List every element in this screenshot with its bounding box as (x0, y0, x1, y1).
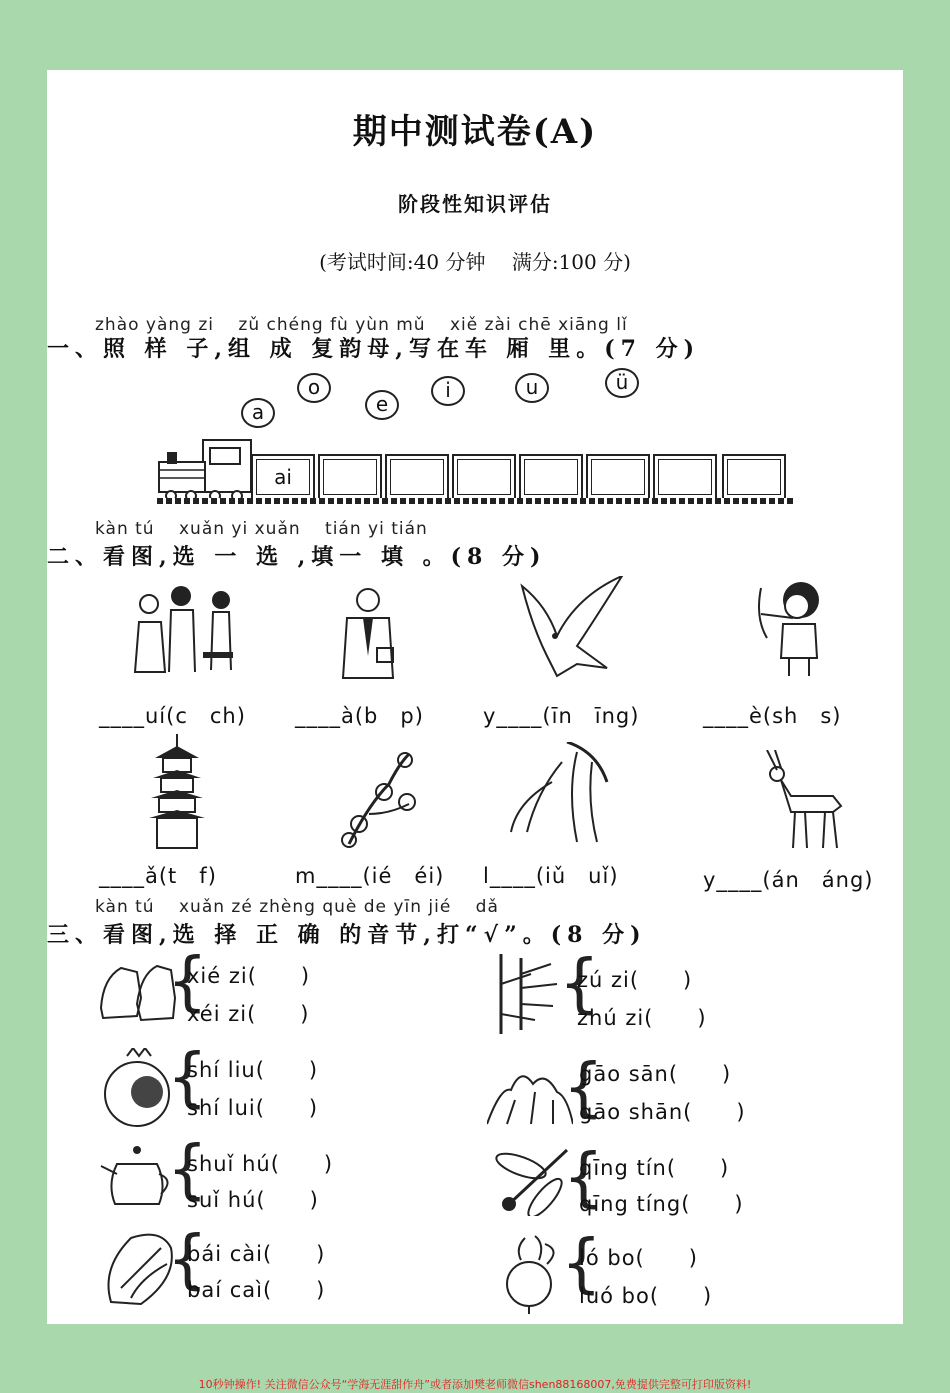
q3-heading: 三、看图,选 择 正 确 的音节,打“√”。(8 分) (47, 922, 647, 948)
plum-blossom-icon (329, 744, 429, 854)
q3-option[interactable]: shuǐ hú( ) (187, 1152, 334, 1176)
train-car-blank (452, 454, 516, 500)
train-car-example-label: ai (256, 459, 310, 495)
vowel-o: o (297, 373, 331, 403)
train-car-blank (519, 454, 583, 500)
vowel-i: i (431, 376, 465, 406)
train-car-example (251, 454, 315, 500)
q3-option[interactable]: shí liu( ) (187, 1058, 319, 1082)
train-car-blank (653, 454, 717, 500)
q2-blank-5[interactable]: ____ǎ(t f) (99, 864, 217, 888)
q2-blank-8[interactable]: y____(án áng) (703, 868, 874, 892)
exam-info: (考试时间:40 分钟 满分:100 分) (319, 250, 631, 274)
brace: { (559, 947, 600, 1021)
vowel-u-umlaut: ü (605, 368, 639, 398)
bamboo-icon (491, 954, 567, 1034)
antelope-icon (757, 750, 847, 850)
brace: { (167, 1133, 208, 1207)
q1-heading: 一、照 样 子,组 成 复韵母,写在车 厢 里。(7 分) (47, 336, 701, 362)
vowel-u: u (515, 373, 549, 403)
brace: { (167, 945, 208, 1019)
archer-boy-icon (753, 578, 833, 678)
q1-pinyin: zhào yàng zi zǔ chéng fù yùn mǔ xiě zài chē xiāng lǐ (95, 315, 628, 335)
train-wheels (157, 498, 793, 504)
train-engine-icon (155, 434, 255, 504)
brace: { (167, 1223, 208, 1297)
cabbage-icon (101, 1228, 177, 1308)
q3-option[interactable]: xié zi( ) (187, 964, 311, 988)
q2-blank-2[interactable]: ____à(b p) (295, 704, 424, 728)
train-car-blank (722, 454, 786, 500)
q2-blank-6[interactable]: m____(ié éi) (295, 864, 445, 888)
brace: { (561, 1227, 602, 1301)
vowel-e: e (365, 390, 399, 420)
q3-option[interactable]: luó bo( ) (579, 1284, 713, 1308)
q2-blank-3[interactable]: y____(īn īng) (483, 704, 640, 728)
footer-notice: 10秒钟操作! 关注微信公众号“学海无涯甜作舟”或者添加樊老师微信shen88168007,免费提供完整可打印版资料! (198, 1378, 752, 1391)
page-title: 期中测试卷(A) (352, 112, 598, 152)
q3-option[interactable]: baí caì( ) (187, 1278, 326, 1302)
q3-option[interactable]: zú zi( ) (577, 968, 693, 992)
dragonfly-icon (487, 1146, 573, 1216)
vowel-a: a (241, 398, 275, 428)
q3-option[interactable]: bái cài( ) (187, 1242, 326, 1266)
q3-option[interactable]: suǐ hú( ) (187, 1188, 319, 1212)
eagle-icon (517, 576, 627, 686)
q3-option[interactable]: gāo sān( ) (579, 1062, 732, 1086)
q3-pinyin: kàn tú xuǎn zé zhèng què de yīn jié dǎ (95, 897, 499, 917)
q2-blank-4[interactable]: ____è(sh s) (703, 704, 842, 728)
exam-paper (47, 70, 903, 1324)
q3-option[interactable]: zhú zi( ) (577, 1006, 707, 1030)
q3-option[interactable]: ló bo( ) (579, 1246, 698, 1270)
q3-option[interactable]: qīng tín( ) (579, 1156, 730, 1180)
radish-icon (495, 1234, 565, 1314)
pagoda-icon (147, 734, 207, 852)
brace: { (563, 1051, 604, 1125)
q3-option[interactable]: qīng tíng( ) (579, 1192, 744, 1216)
family-icon (125, 582, 235, 682)
pomegranate-icon (99, 1048, 175, 1128)
brace: { (563, 1141, 604, 1215)
shoes-icon (97, 958, 177, 1024)
q2-heading: 二、看图,选 一 选 ,填一 填 。(8 分) (47, 544, 547, 570)
train-car-blank (385, 454, 449, 500)
q3-option[interactable]: shí lui( ) (187, 1096, 319, 1120)
train-car-blank (586, 454, 650, 500)
q2-pinyin: kàn tú xuǎn yi xuǎn tián yi tián (95, 519, 428, 539)
page-subtitle: 阶段性知识评估 (398, 192, 552, 216)
q2-blank-7[interactable]: l____(iǔ uǐ) (483, 864, 619, 888)
q3-option[interactable]: xéi zi( ) (187, 1002, 310, 1026)
train-car-blank (318, 454, 382, 500)
brace: { (167, 1041, 208, 1115)
willow-tree-icon (507, 742, 617, 852)
q2-blank-1[interactable]: ____uí(c ch) (99, 704, 246, 728)
man-in-suit-icon (333, 586, 403, 686)
mountains-icon (487, 1066, 573, 1126)
teapot-icon (97, 1144, 177, 1210)
q3-option[interactable]: gāo shān( ) (579, 1100, 746, 1124)
